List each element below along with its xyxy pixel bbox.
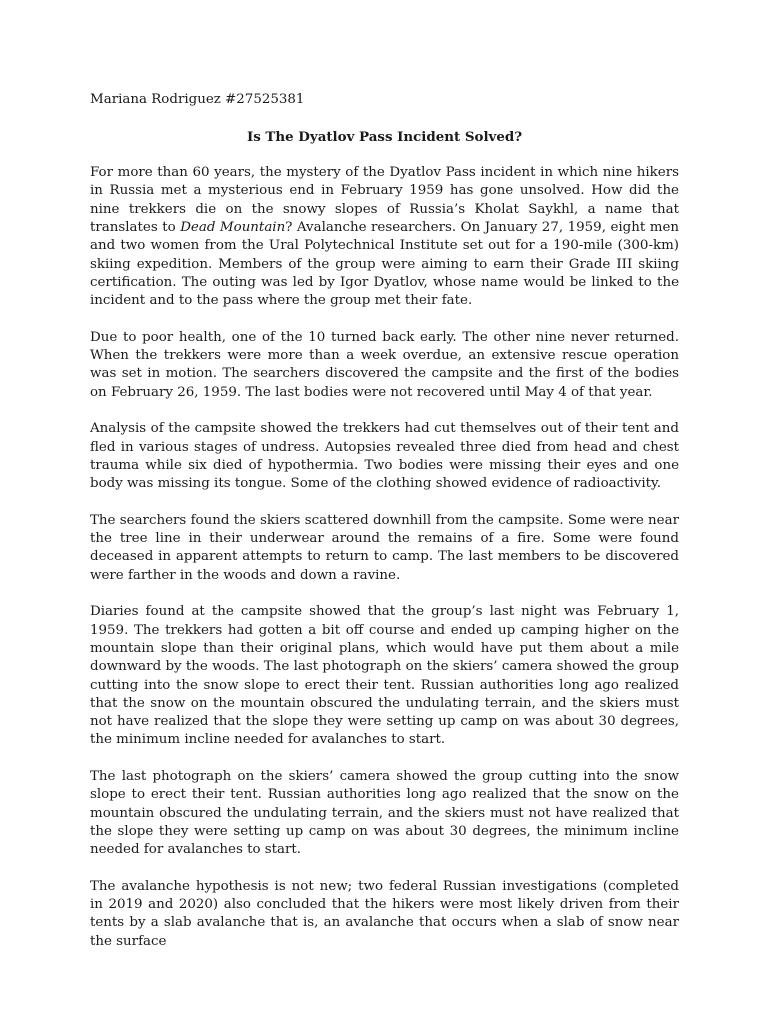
paragraph-text: For more than 60 years, the mystery of the Dyatlov Pass incident in which nine hikers in Russia met a mysterious end in February 1959 has gone unsolved. How did the nine trekkers die on the snowy slopes of Russia’s Kholat Saykhl, a name that translates to bbox=[90, 165, 679, 236]
body-paragraph bbox=[90, 603, 679, 749]
paragraph-text: Analysis of the campsite showed the trekkers had cut themselves out of their tent and fled in various stages of undress. Autopsies revealed three died from head and chest trauma while six died of hypothermia. Two bodies were missing their eyes and one body was missing its tongue. Some of the clothing showed evidence of radioactivity. bbox=[90, 421, 679, 492]
author-line: Mariana Rodriguez #27525381 bbox=[90, 92, 305, 107]
italic-text: Dead Mountain bbox=[180, 220, 286, 236]
paragraph-text: Diaries found at the campsite showed that the group’s last night was February 1, 1959. The trekkers had gotten a bit off course and ended up camping higher on the mountain slope than their original plans, which would have put them about a mile downward by the woods. The last photograph on the skiers’ camera showed the group cutting into the snow slope to erect their tent. Russian authorities long ago realized that the snow on the mountain obscured the undulating terrain, and the skiers must not have realized that the slope they were setting up camp on was about 30 degrees, the minimum incline needed for avalanches to start. bbox=[90, 604, 679, 748]
paragraph-text: ? Avalanche researchers. On January 27, 1959, eight men and two women from the Ural Polytechnical Institute set out for a 190-mile (300-km) skiing expedition. Members of the group were aiming to earn their Grade III skiing certification. The outing was led by Igor Dyatlov, whose name would be linked to the incident and to the pass where the group met their fate. bbox=[90, 220, 680, 309]
paragraph-text: Due to poor health, one of the 10 turned back early. The other nine never returned. When the trekkers were more than a week overdue, an extensive rescue operation was set in motion. The searchers discovered the campsite and the first of the bodies on February 26, 1959. The last bodies were not recovered until May 4 of that year. bbox=[90, 329, 679, 400]
paragraph-text: The avalanche hypothesis is not new; two federal Russian investigations (completed in 2019 and 2020) also concluded that the hikers were most likely driven from their tents by a slab avalanche that is, an avalanche that occurs when a slab of snow near the surface bbox=[90, 878, 679, 949]
body-paragraph bbox=[90, 768, 679, 859]
body-paragraph bbox=[90, 878, 679, 951]
body-paragraph bbox=[90, 164, 679, 310]
document-body bbox=[90, 164, 679, 951]
body-paragraph bbox=[90, 512, 679, 585]
body-paragraph bbox=[90, 420, 679, 493]
paragraph-text: The last photograph on the skiers’ camera showed the group cutting into the snow slope to erect their tent. Russian authorities long ago realized that the snow on the mountain obscured the undulating terrain, and the skiers must not have realized that the slope they were setting up camp on was about 30 degrees, the minimum incline needed for avalanches to start. bbox=[90, 768, 679, 858]
document-title: Is The Dyatlov Pass Incident Solved? bbox=[246, 128, 523, 145]
paragraph-text: The searchers found the skiers scattered downhill from the campsite. Some were near the tree line in their underwear around the remains of a fire. Some were found deceased in apparent attempts to return to camp. The last members to be discovered were farther in the woods and down a ravine. bbox=[90, 512, 679, 583]
body-paragraph bbox=[90, 329, 679, 402]
